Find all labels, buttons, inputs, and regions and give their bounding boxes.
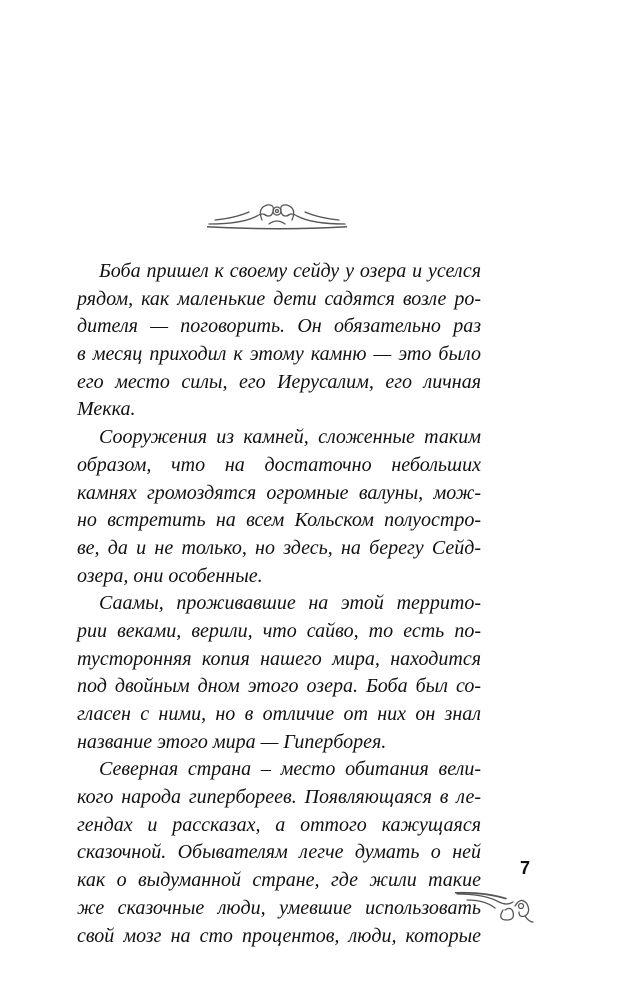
text-line: гендах и рассказах, а оттого кажущаяся xyxy=(77,813,481,836)
text-line: как о выдуманной стране, где жили такие xyxy=(77,869,481,892)
text-line: Сооружения из камней, сложенные таким xyxy=(99,426,481,449)
text-line: но встретить на всем Кольском полуостро- xyxy=(77,509,481,532)
text-line: образом, что на достаточно небольших xyxy=(77,453,481,476)
text-line: гласен с ними, но в отличие от них он знал xyxy=(77,703,481,725)
text-line: под двойным дном этого озера. Боба был со- xyxy=(77,675,481,698)
paragraph xyxy=(77,258,481,424)
text-line: Мекка. xyxy=(77,398,136,421)
text-line: Боба пришел к своему сейду у озера и уселся xyxy=(99,260,481,282)
text-line: его место силы, его Иерусалим, его личная xyxy=(77,370,481,393)
text-line: название этого мира — Гиперборея. xyxy=(77,730,387,753)
paragraph xyxy=(77,756,481,950)
text-line: же сказочные люди, умевшие использовать xyxy=(77,896,481,919)
text-line: ве, да и не только, но здесь, на берегу Сейд- xyxy=(77,536,481,559)
text-line: камнях громоздятся огромные валуны, мож- xyxy=(77,481,481,504)
text-line: дителя — поговорить. Он обязательно раз xyxy=(77,315,481,338)
text-line: озера, они особенные. xyxy=(77,564,263,587)
text-line: в месяц приходил к этому камню — это было xyxy=(77,343,481,366)
corner-ornament-icon xyxy=(455,886,535,926)
text-line: тусторонняя копия нашего мира, находится xyxy=(77,647,481,670)
text-line: Северная страна – место обитания вели- xyxy=(99,758,481,781)
text-line: сказочной. Обывателям легче думать о ней xyxy=(77,841,481,864)
text-line: рядом, как маленькие дети садятся возле ро- xyxy=(77,287,481,310)
paragraph xyxy=(77,424,481,590)
paragraph xyxy=(77,590,481,756)
page-number: 7 xyxy=(520,858,531,878)
text-line: свой мозг на сто процентов, люди, которые xyxy=(77,924,481,947)
text-line: кого народа гипербореев. Появляющаяся в ле- xyxy=(77,786,481,809)
top-ornament-icon xyxy=(207,196,347,236)
text-line: Саамы, проживавшие на этой террито- xyxy=(99,592,481,615)
text-line: рии веками, верили, что сайво, то есть по- xyxy=(77,619,481,642)
main-text xyxy=(77,258,481,950)
